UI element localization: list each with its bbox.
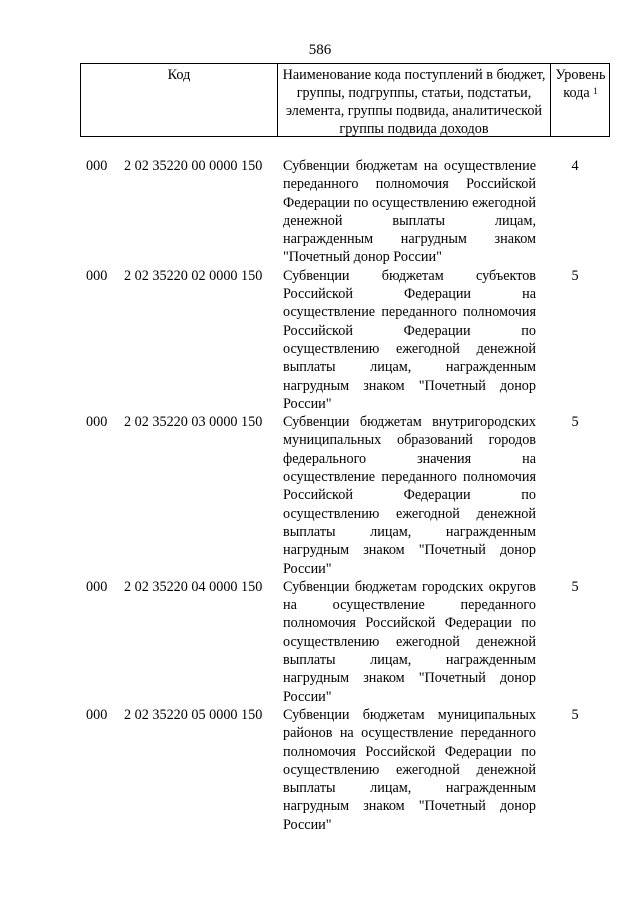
table-row (0, 157, 640, 267)
page-number: 586 (308, 42, 332, 58)
row-prefix: 000 (86, 267, 108, 284)
header-name: Наименование кода поступлений в бюджет, группы, подгруппы, статьи, подстатьи, элемента, группы подвида, аналитической группы подвида доходов (277, 64, 550, 136)
row-level: 5 (571, 578, 579, 595)
row-code: 2 02 35220 05 0000 150 (124, 706, 263, 723)
row-name: Субвенции бюджетам городских округов на осуществление переданного полномочия Российской Федерации по осуществлению ежегодной денежной выплаты лицам, награжденным нагрудным знаком "Почетный донор России" (283, 578, 536, 705)
row-prefix: 000 (86, 414, 108, 431)
table-row (0, 267, 640, 413)
row-prefix: 000 (86, 158, 108, 174)
row-prefix: 000 (86, 578, 108, 595)
row-level: 5 (571, 414, 579, 431)
row-name: Субвенции бюджетам муниципальных районов на осуществление переданного полномочия Российской Федерации по осуществлению ежегодной денежной выплаты лицам, награжденным нагрудным знаком "Почетный донор России" (283, 706, 536, 833)
row-code: 2 02 35220 00 0000 150 (124, 158, 263, 174)
table-body (0, 157, 640, 834)
table-row (0, 706, 640, 834)
row-name: Субвенции бюджетам на осуществление переданного полномочия Российской Федерации по осуществлению ежегодной денежной выплаты лицам, награжденным нагрудным знаком "Почетный донор России" (283, 158, 536, 266)
table-row (0, 578, 640, 706)
row-name: Субвенции бюджетам внутригородских муниципальных образований городов федерального значения на осуществление переданного полномочия Российской Федерации по осуществлению ежегодной денежной выплаты лицам, награжденным нагрудным знаком "Почетный донор России" (283, 414, 536, 577)
row-name: Субвенции бюджетам субъектов Российской Федерации на осуществление переданного полномочия Российской Федерации по осуществлению ежегодной денежной выплаты лицам, награжденным нагрудным знаком "Почетный донор России" (283, 267, 536, 412)
row-level: 5 (571, 267, 579, 284)
row-code: 2 02 35220 03 0000 150 (124, 414, 263, 431)
table-row (0, 413, 640, 578)
header-level (550, 64, 610, 136)
row-level: 4 (571, 158, 579, 174)
table-header (80, 63, 610, 137)
row-code: 2 02 35220 04 0000 150 (124, 578, 263, 595)
row-level: 5 (571, 706, 579, 723)
header-level-footnote: 1 (593, 86, 598, 96)
row-prefix: 000 (86, 706, 108, 723)
header-level-label: Уровень кода (555, 67, 606, 101)
header-code: Код (167, 67, 191, 83)
row-code: 2 02 35220 02 0000 150 (124, 267, 263, 284)
